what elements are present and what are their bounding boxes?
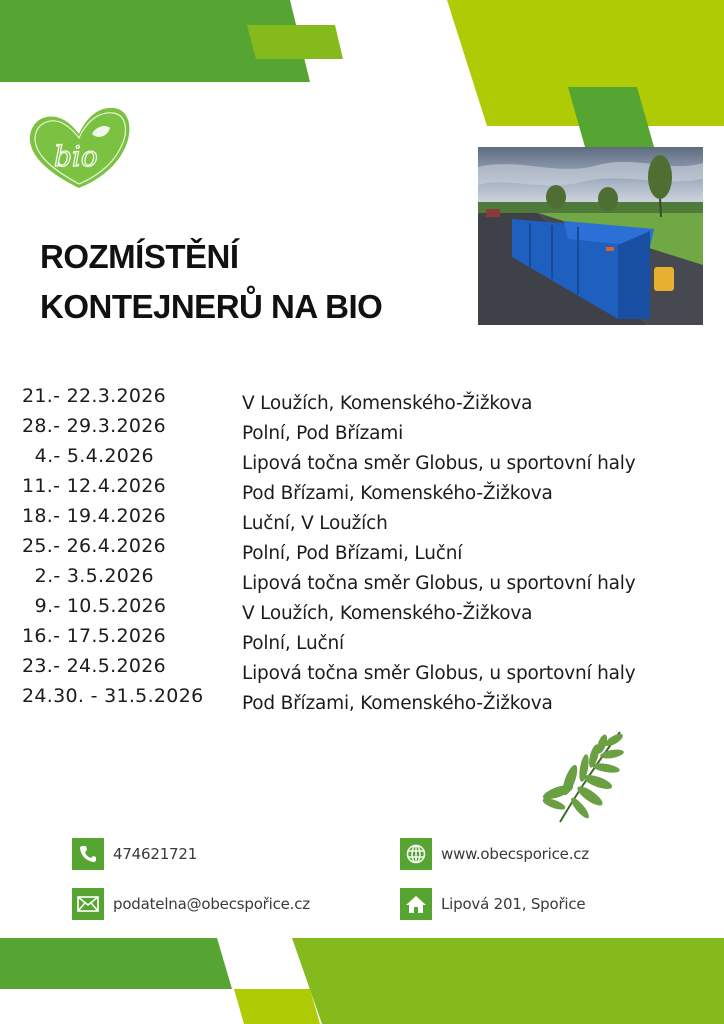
schedule-date: 16.- 17.5.2026 (22, 625, 167, 647)
schedule-place: Luční, V Loužích (242, 513, 388, 534)
logo-text: bio (54, 140, 98, 173)
schedule-place: Lipová točna směr Globus, u sportovní haly (242, 663, 636, 684)
schedule-date: 18.- 19.4.2026 (22, 505, 167, 527)
bottom-medium-green-shape (292, 938, 724, 1024)
contact-email (72, 888, 310, 920)
title-line-2: KONTEJNERŮ NA BIO (40, 288, 383, 325)
email-address[interactable]: podatelna@obecspořice.cz (113, 895, 310, 913)
schedule-row (0, 535, 724, 565)
fern-leaf-icon (532, 722, 632, 832)
schedule-date: 4.- 5.4.2026 (22, 445, 154, 467)
schedule-row (0, 415, 724, 445)
contact-web (400, 838, 589, 870)
schedule-row (0, 595, 724, 625)
globe-icon (400, 838, 432, 870)
schedule-date: 24.30. - 31.5.2026 (22, 685, 204, 707)
schedule-row (0, 625, 724, 655)
contact-address (400, 888, 585, 920)
schedule-place: Lipová točna směr Globus, u sportovní haly (242, 573, 636, 594)
phone-icon (72, 838, 104, 870)
schedule-place: V Loužích, Komenského-Žižkova (242, 393, 533, 414)
website-link[interactable]: www.obecsporice.cz (441, 845, 589, 863)
schedule-row (0, 475, 724, 505)
address-text: Lipová 201, Spořice (441, 895, 586, 913)
schedule-place: Lipová točna směr Globus, u sportovní haly (242, 453, 636, 474)
schedule-row (0, 565, 724, 595)
phone-number[interactable]: 474621721 (113, 845, 198, 863)
schedule-row (0, 445, 724, 475)
schedule-date: 28.- 29.3.2026 (22, 415, 167, 437)
mail-icon (72, 888, 104, 920)
schedule-row (0, 655, 724, 685)
schedule-date: 9.- 10.5.2026 (22, 595, 167, 617)
home-icon (400, 888, 432, 920)
bottom-lime-shape (234, 989, 320, 1024)
bottom-decoration (0, 930, 724, 1024)
bio-heart-logo (24, 100, 134, 196)
schedule-date: 21.- 22.3.2026 (22, 385, 167, 407)
schedule-row (0, 505, 724, 535)
container-photo (478, 147, 703, 325)
schedule-place: Pod Břízami, Komenského-Žižkova (242, 483, 553, 504)
title-line-1: ROZMÍSTĚNÍ (40, 238, 239, 275)
page-title (40, 232, 382, 332)
top-medium-green-bar (247, 25, 343, 59)
bottom-dark-green-band (0, 938, 232, 989)
schedule-place: Pod Břízami, Komenského-Žižkova (242, 693, 553, 714)
schedule-date: 11.- 12.4.2026 (22, 475, 167, 497)
contact-phone (72, 838, 197, 870)
schedule-date: 25.- 26.4.2026 (22, 535, 167, 557)
schedule-row (0, 385, 724, 415)
schedule-place: Polní, Luční (242, 633, 344, 654)
schedule-date: 23.- 24.5.2026 (22, 655, 167, 677)
schedule-place: V Loužích, Komenského-Žižkova (242, 603, 533, 624)
schedule-place: Polní, Pod Břízami, Luční (242, 543, 463, 564)
schedule-date: 2.- 3.5.2026 (22, 565, 154, 587)
schedule-row (0, 685, 724, 715)
schedule-place: Polní, Pod Břízami (242, 423, 404, 444)
